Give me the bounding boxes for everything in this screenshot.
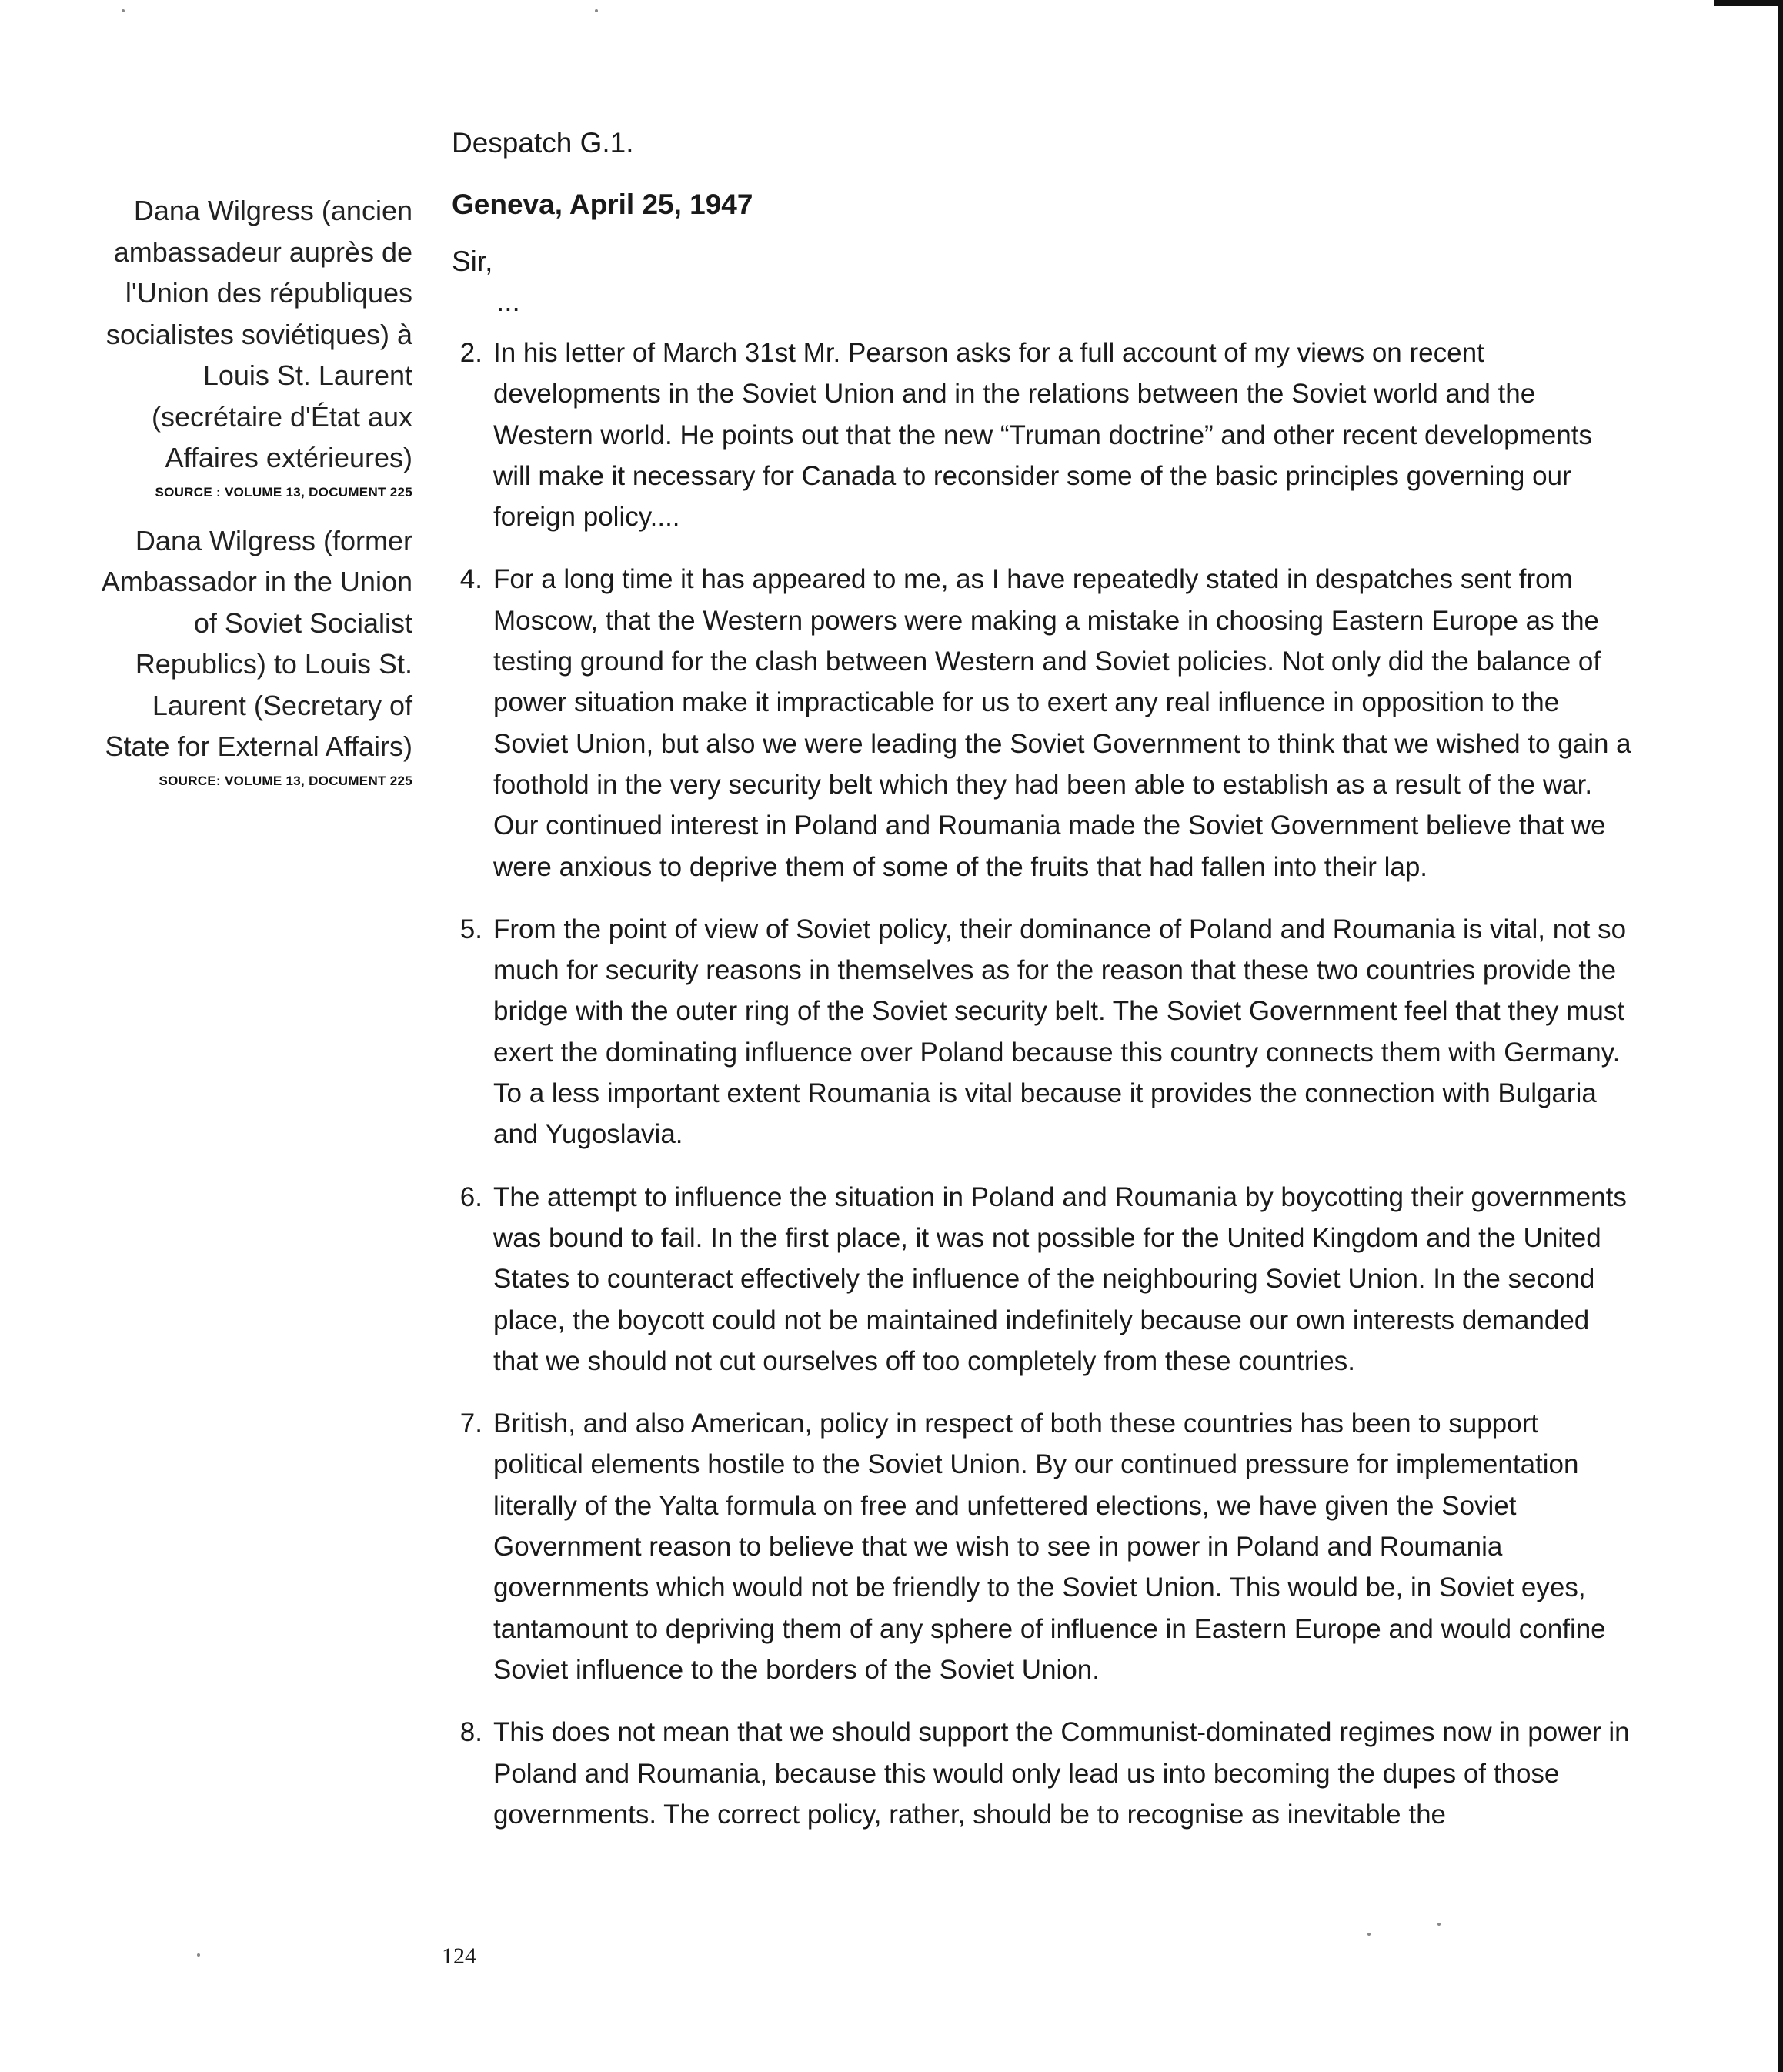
scan-speck	[595, 9, 598, 12]
sidebar-line: ambassadeur auprès de	[113, 236, 412, 268]
source-citation: SOURCE: VOLUME 13, DOCUMENT 225	[159, 773, 412, 788]
sidebar-line: Ambassador in the Union	[101, 566, 412, 597]
numbered-paragraph	[452, 1177, 1632, 1382]
paragraph-number: 6.	[459, 1181, 482, 1212]
sidebar-source-notes	[92, 190, 412, 809]
paragraph-text: For a long time it has appeared to me, as I have repeatedly stated in despatches sent from Moscow, that the Western powers were making a mistake in choosing Eastern Europe as the testing ground for the clash between Western and Soviet policies. Not only did the balance of power situation make it impracticable for us to exert any real influence in opposition to the Soviet Union, but also we were leading the Soviet Government to think that we wished to gain a foothold in the very security belt which they had been able to establish as a result of the war. Our continued interest in Poland and Roumania made the Soviet Government believe that we were anxious to deprive them of some of the fruits that had fallen into their lap.	[493, 564, 1631, 882]
page-number: 124	[442, 1943, 476, 1969]
omission-ellipsis: ...	[496, 286, 520, 317]
salutation: Sir,	[452, 246, 493, 277]
sidebar-line: Laurent (Secretary of	[152, 689, 412, 721]
sidebar-line: l'Union des républiques	[125, 277, 412, 309]
scan-speck	[1437, 1923, 1441, 1926]
paragraph-text: The attempt to influence the situation in Poland and Roumania by boycotting their governments was bound to fail. In the first place, it was not possible for the United Kingdom and the United States to counteract effectively the influence of the neighbouring Soviet Union. In the second place, the boycott could not be maintained indefinitely because our own interests demanded that we should not cut ourselves off too completely from these countries.	[493, 1181, 1627, 1376]
numbered-paragraph	[452, 1403, 1632, 1690]
source-citation: SOURCE : VOLUME 13, DOCUMENT 225	[155, 484, 412, 500]
sidebar-line: Louis St. Laurent	[202, 359, 412, 391]
numbered-paragraph	[452, 333, 1632, 537]
paragraph-text: From the point of view of Soviet policy, their dominance of Poland and Roumania is vital, not so much for security reasons in themselves as for the reason that these two countries provide the bridge with the outer ring of the Soviet security belt. The Soviet Government feel that they must exert the dominating influence over Poland because this country connects them with Germany. To a less important extent Roumania is vital because it provides the connection with Bulgaria and Yugoslavia.	[493, 914, 1627, 1150]
paragraph-number: 4.	[459, 564, 482, 595]
paragraph-number: 8.	[459, 1717, 482, 1748]
sidebar-line: of Soviet Socialist	[193, 607, 412, 639]
sidebar-line: socialistes soviétiques) à	[105, 318, 412, 350]
sidebar-entry-french	[92, 190, 412, 500]
despatch-body	[452, 123, 1631, 1856]
sidebar-line: Dana Wilgress (ancien	[133, 195, 412, 226]
paragraph-number: 7.	[459, 1409, 482, 1439]
despatch-date: Geneva, April 25, 1947	[452, 189, 753, 220]
sidebar-line: Dana Wilgress (former	[135, 524, 412, 556]
sidebar-line: Republics) to Louis St.	[135, 648, 412, 680]
scan-speck	[197, 1953, 200, 1957]
sidebar-line: Affaires extérieures)	[165, 442, 412, 473]
numbered-paragraph	[452, 1712, 1632, 1835]
numbered-paragraph	[452, 909, 1632, 1155]
sidebar-entry-english	[92, 520, 412, 789]
scan-corner-mark	[1714, 0, 1783, 6]
paragraph-number: 5.	[459, 914, 482, 944]
despatch-heading: Despatch G.1.	[452, 127, 634, 159]
paragraph-text: In his letter of March 31st Mr. Pearson asks for a full account of my views on recent developments in the Soviet Union and in the relations between the Soviet world and the Western world. He points out that the new “Truman doctrine” and other recent developments will make it necessary for Canada to reconsider some of the basic principles governing our foreign policy....	[493, 338, 1592, 533]
scan-speck	[1367, 1933, 1371, 1936]
paragraph-text: This does not mean that we should support the Communist-dominated regimes now in power in Poland and Roumania, because this would only lead us into becoming the dupes of those governments. The correct policy, rather, should be to recognise as inevitable the	[493, 1717, 1630, 1830]
scan-speck	[122, 9, 125, 12]
paragraph-number: 2.	[459, 338, 482, 368]
scan-edge	[1778, 0, 1783, 2072]
numbered-paragraph	[452, 559, 1632, 887]
sidebar-line: State for External Affairs)	[105, 730, 412, 762]
sidebar-line: (secrétaire d'État aux	[151, 400, 412, 433]
paragraph-text: British, and also American, policy in respect of both these countries has been to support political elements hostile to the Soviet Union. By our continued pressure for implementation literally of the Yalta formula on free and unfettered elections, we have given the Soviet Government reason to believe that we wish to see in power in Poland and Roumania governments which would not be friendly to the Soviet Union. This would be, in Soviet eyes, tantamount to depriving them of any sphere of influence in Eastern Europe and would confine Soviet influence to the borders of the Soviet Union.	[493, 1409, 1606, 1685]
